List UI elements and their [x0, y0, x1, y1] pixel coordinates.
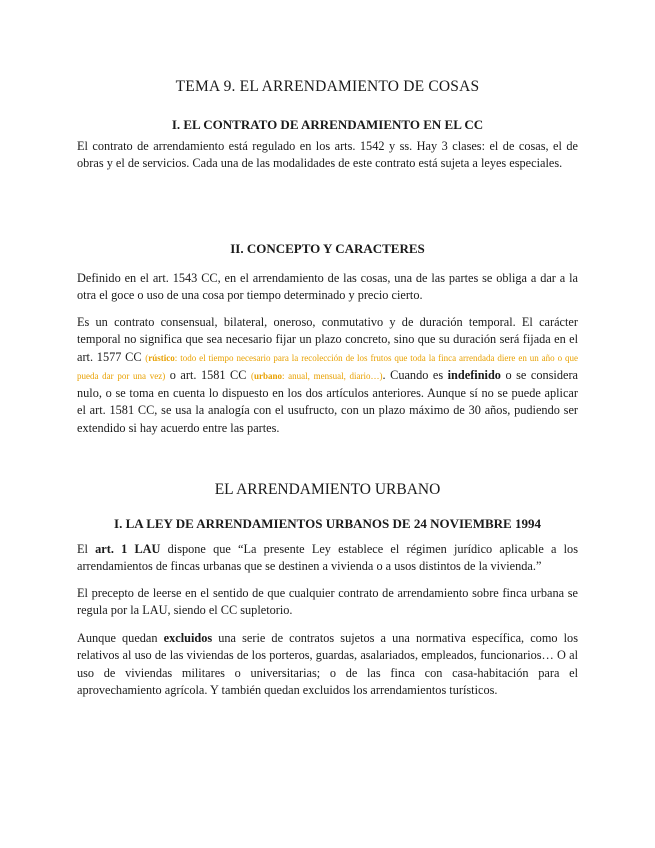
footnote-urbano-text: : anual, mensual, diario…)	[281, 370, 383, 381]
footnote-rustico: (rústico: todo el tiempo necesario para la recolección de los frutos que toda la finca arrendada diere en un año o que pueda dar por una vez)	[77, 352, 579, 381]
p3-text-b: una serie de contratos sujetos a una normativa específica, como los relativos al uso de las viviendas de los porteros, guardas, asalariados, empleados, funcionarios… O al uso de viviendas militares o universitarias; o de las finca con casa-habitación para el aprovechamiento agrícola. Y también quedan excluidos los arrendamientos turísticos.	[77, 631, 578, 697]
p2-text-c: . Cuando es	[382, 367, 448, 382]
part2-paragraph-1	[77, 541, 578, 576]
p2-bold-indefinido: indefinido	[447, 367, 501, 382]
footnote-urbano-label: urbano	[253, 370, 282, 381]
p1-text-b: dispone que “La presente Ley establece el régimen jurídico aplicable a los arrendamientos de fincas urbanas que se destinen a vivienda o a usos distintos de la vivienda.”	[77, 542, 578, 574]
part2-paragraph-3	[77, 630, 578, 699]
document-title: TEMA 9. EL ARRENDAMIENTO DE COSAS	[175, 78, 480, 95]
section1-heading: I. EL CONTRATO DE ARRENDAMIENTO EN EL CC	[171, 117, 484, 132]
p1-text-a: El	[77, 542, 96, 556]
footnote-urbano: (urbano: anual, mensual, diario…)	[250, 370, 383, 381]
part2-heading: I. LA LEY DE ARRENDAMIENTOS URBANOS DE 24 NOVIEMBRE 1994	[114, 516, 541, 531]
section2-paragraph-1: Definido en el art. 1543 CC, en el arrendamiento de las cosas, una de las partes se obliga a dar a la otra el goce o uso de una cosa por tiempo determinado y precio cierto.	[77, 271, 578, 303]
section1-paragraph: El contrato de arrendamiento está regulado en los arts. 1542 y ss. Hay 3 clases: el de cosas, el de obras y el de servicios. Cada una de las modalidades de este contrato está sujeta a leyes especiales.	[77, 139, 578, 171]
p2-text-b: o art. 1581 CC	[165, 367, 251, 382]
part2-title: EL ARRENDAMIENTO URBANO	[214, 481, 441, 498]
part2-paragraph-2: El precepto de leerse en el sentido de que cualquier contrato de arrendamiento sobre finca urbana se regula por la LAU, siendo el CC supletorio.	[77, 586, 578, 618]
p3-bold-excluidos: excluidos	[163, 631, 213, 645]
p2-text-d: o se considera nulo, o se toma en cuenta lo dispuesto en los dos artículos anteriores. Aunque sí no se puede aplicar el art. 1581 CC, se usa la analogía con el usufructo, con un plazo máximo de 30 años, pudiendo ser extendido si hay acuerdo entre las partes.	[77, 367, 578, 435]
section2-paragraph-2	[77, 314, 578, 437]
p2-text-a: Es un contrato consensual, bilateral, oneroso, conmutativo y de duración temporal. El carácter temporal no significa que sea necesario fijar un plazo concreto, sino que su duración será fijada en el art. 1577 CC	[77, 315, 578, 364]
footnote-rustico-text: : todo el tiempo necesario para la recolección de los frutos que toda la finca arrendada diere en un año o que pueda dar por una vez)	[77, 352, 579, 381]
p1-bold-art1lau: art. 1 LAU	[95, 542, 161, 556]
section2-heading: II. CONCEPTO Y CARACTERES	[230, 241, 425, 256]
p3-text-a: Aunque quedan	[77, 631, 164, 645]
footnote-rustico-label: rústico	[148, 352, 175, 363]
